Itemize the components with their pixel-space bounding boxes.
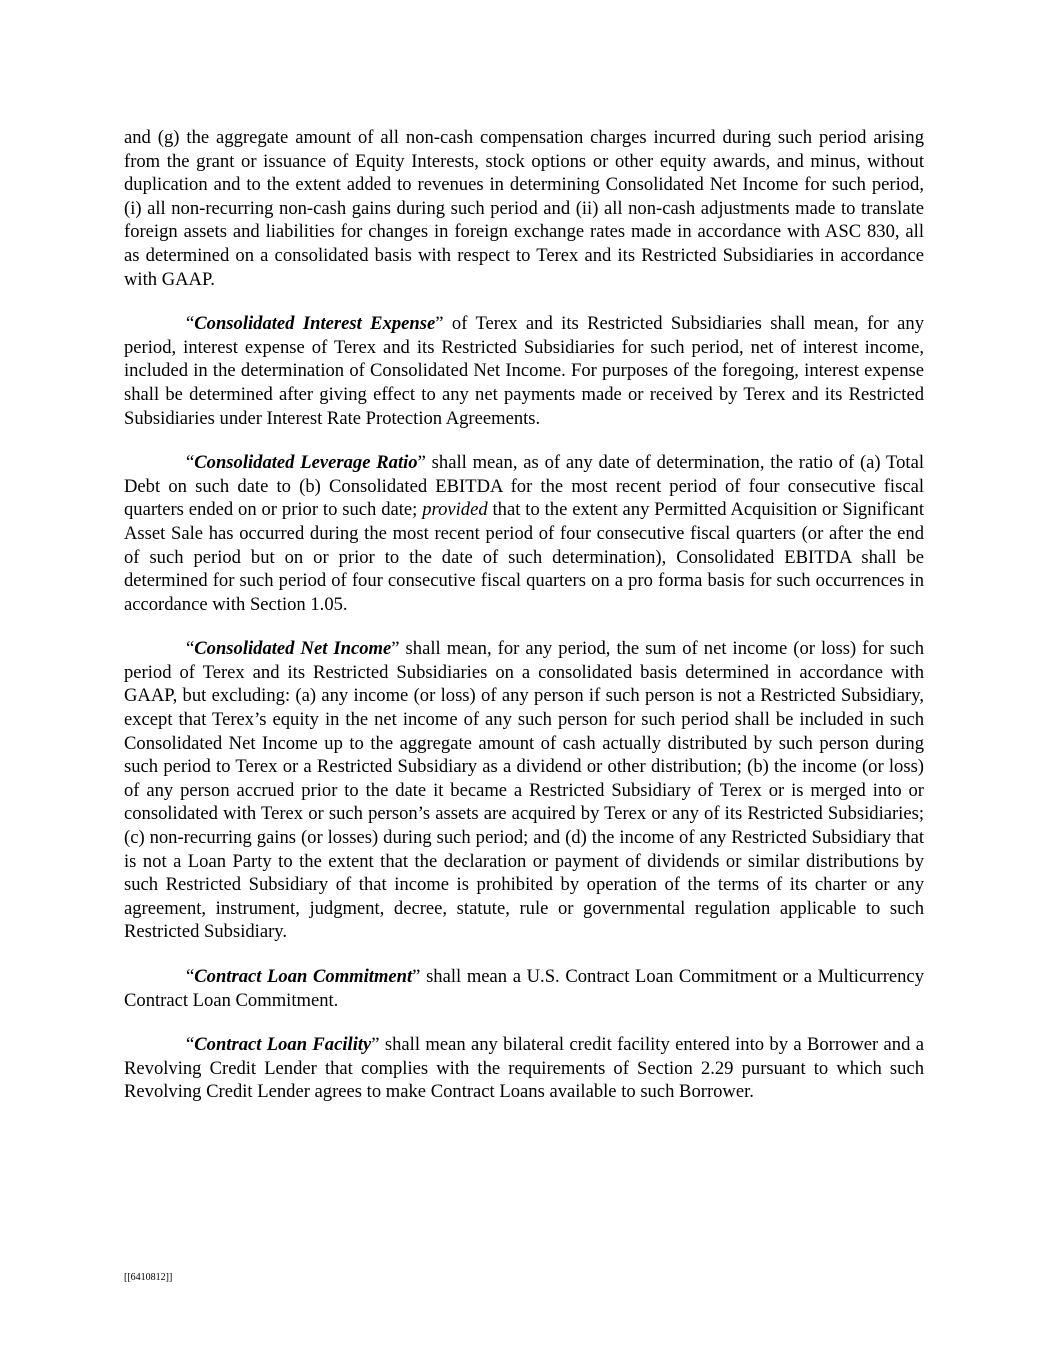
open-quote: “ (186, 1034, 195, 1056)
italic-provided: provided (422, 499, 488, 521)
definition-consolidated-net-income (124, 637, 924, 944)
definition-contract-loan-facility (124, 1033, 924, 1104)
close-quote: ” (435, 313, 444, 335)
open-quote: “ (186, 966, 195, 987)
footer-document-id: [[6410812]] (124, 1272, 173, 1283)
defined-term: Consolidated Leverage Ratio (194, 452, 418, 474)
open-quote: “ (186, 313, 195, 335)
defined-term: Contract Loan Facility (194, 1034, 372, 1056)
document-page (124, 126, 924, 1125)
close-quote: ” (371, 1034, 380, 1056)
defined-term: Consolidated Net Income (194, 638, 392, 660)
open-quote: “ (186, 452, 195, 474)
defined-term: Contract Loan Commitment (194, 966, 413, 987)
open-quote: “ (186, 638, 195, 660)
close-quote: ” (412, 966, 421, 987)
definition-consolidated-interest-expense (124, 312, 924, 430)
defined-term: Consolidated Interest Expense (194, 313, 436, 335)
close-quote: ” (417, 452, 426, 474)
definition-body-continued: that to the extent any Permitted Acquisition or Significant Asset Sale has occurred during the most recent period of four consecutive fiscal quarters (or after the end of such period but on or prior to the date of such determination), Consolidated EBITDA shall be determined for such period of four consecutive fiscal quarters on a pro forma basis for such occurrences in accordance with Section 1.05. (124, 499, 925, 615)
definition-body: shall mean any bilateral credit facility entered into by a Borrower and a Revolving Credit Lender that complies with the requirements of Section 2.29 pursuant to which such Revolving Credit Lender agrees to make Contract Loans available to such Borrower. (124, 1034, 924, 1103)
definition-contract-loan-commitment (124, 965, 924, 1012)
definition-body: shall mean a U.S. Contract Loan Commitment or a Multicurrency Contract Loan Commitment. (124, 966, 924, 1011)
definition-body: shall mean, as of any date of determination, the ratio of (a) Total Debt on such date to (b) Consolidated EBITDA for the most recent period of four consecutive fiscal quarters ended on or prior to such date; (124, 452, 924, 521)
definition-consolidated-leverage-ratio (124, 451, 924, 616)
definition-body: shall mean, for any period, the sum of net income (or loss) for such period of Terex and its Restricted Subsidiaries on a consolidated basis determined in accordance with GAAP, but excluding: (a) any income (or loss) of any person if such person is not a Restricted Subsidiary, except that Terex’s equity in the net income of any such person for such period shall be included in such Consolidated Net Income up to the aggregate amount of cash actually distributed by such person during such period to Terex or a Restricted Subsidiary as a dividend or other distribution; (b) the income (or loss) of any person accrued prior to the date it became a Restricted Subsidiary of Terex or is merged into or consolidated with Terex or such person’s assets are acquired by Terex or any of its Restricted Subsidiaries; (c) non-recurring gains (or losses) during such period; and (d) the income of any Restricted Subsidiary that is not a Loan Party to the extent that the declaration or payment of dividends or similar distributions by such Restricted Subsidiary of that income is prohibited by operation of the terms of its charter or any agreement, instrument, judgment, decree, statute, rule or governmental regulation applicable to such Restricted Subsidiary. (124, 638, 924, 943)
close-quote: ” (391, 638, 400, 660)
definition-body: of Terex and its Restricted Subsidiaries shall mean, for any period, interest expense of Terex and its Restricted Subsidiaries for such period, net of interest income, included in the determination of Consolidated Net Income. For purposes of the foregoing, interest expense shall be determined after giving effect to any net payments made or received by Terex and its Restricted Subsidiaries under Interest Rate Protection Agreements. (124, 313, 924, 429)
paragraph-ebitda-continuation: and (g) the aggregate amount of all non-cash compensation charges incurred during such period arising from the grant or issuance of Equity Interests, stock options or other equity awards, and minus, without duplication and to the extent added to revenues in determining Consolidated Net Income for such period, (i) all non-recurring non-cash gains during such period and (ii) all non-cash adjustments made to translate foreign assets and liabilities for changes in foreign exchange rates made in accordance with ASC 830, all as determined on a consolidated basis with respect to Terex and its Restricted Subsidiaries in accordance with GAAP. (124, 127, 924, 290)
